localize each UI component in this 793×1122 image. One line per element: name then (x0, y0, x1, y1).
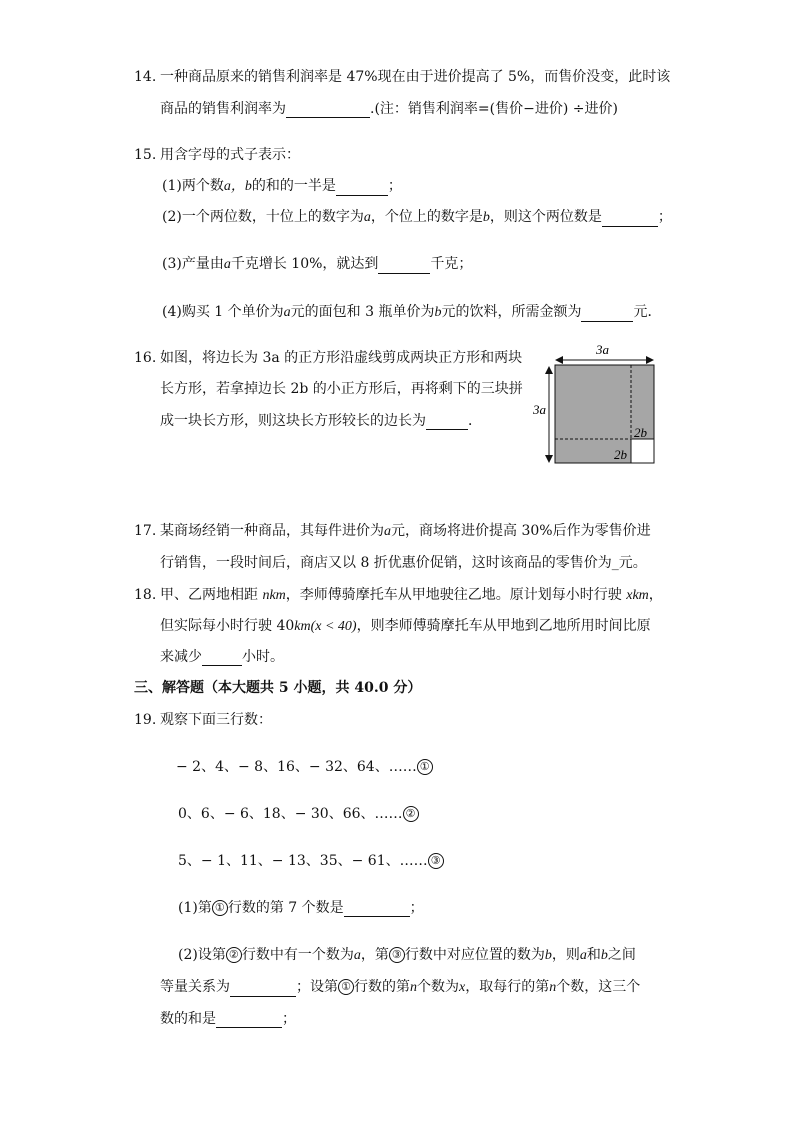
q14-number: 14. (134, 69, 157, 85)
variable: a (579, 948, 587, 963)
q18-line2 (160, 617, 651, 636)
q14-line2 (160, 100, 618, 118)
text: 来减少 (160, 649, 202, 665)
q16-line2: 长方形，若拿掉边长 2b 的小正方形后，再将剩下的三块拼 (160, 381, 523, 397)
variable: b (600, 948, 608, 963)
q17-number: 17. (134, 523, 157, 539)
text: ； (282, 1011, 296, 1027)
text: ，个位上的数字是 (370, 209, 483, 225)
text: 5、− 1、11、− 13、35、− 61、…… (178, 853, 428, 869)
q18-line3 (160, 648, 284, 666)
text: ，第 (360, 947, 389, 963)
text: 行数的第 7 个数是 (227, 900, 344, 916)
inner-label-right: 2b (634, 425, 647, 440)
text: (2)设第 (178, 947, 226, 963)
answer-blank[interactable] (602, 212, 658, 227)
row-marker: ③ (389, 947, 405, 963)
row-marker: ③ (428, 853, 444, 869)
text: 元，商场将进价提高 30%后作为零售价进 (391, 523, 651, 539)
variable: a (223, 257, 231, 272)
answer-blank[interactable] (336, 181, 388, 196)
variable: n (549, 980, 557, 995)
row-marker: ② (403, 806, 419, 822)
q16-line3 (160, 412, 482, 430)
text: 等量关系为 (160, 979, 230, 995)
text: 元． (633, 304, 662, 320)
variable: nkm (262, 588, 286, 603)
answer-blank[interactable] (216, 1013, 282, 1028)
square-cut-figure (530, 340, 670, 470)
answer-blank[interactable] (581, 307, 633, 322)
variable: a (353, 948, 361, 963)
text: 成一块长方形，则这块长方形较长的边长为 (160, 413, 426, 429)
text: 但实际每小时行驶 40 (160, 618, 295, 634)
text: 甲、乙两地相距 (160, 587, 258, 603)
q19-number: 19. (134, 712, 157, 728)
text: 行数中有一个数为 (241, 947, 354, 963)
q14-line1: 一种商品原来的销售利润率是 47%现在由于进价提高了 5%，而售价没变，此时该 (160, 69, 671, 85)
q19-part2-line3 (160, 1010, 296, 1028)
top-label: 3a (596, 342, 609, 357)
q14-text: .(注：销售利润率=(售价−进价) ÷进价) (370, 101, 618, 117)
sequence-row-3 (178, 852, 444, 870)
answer-blank[interactable] (344, 902, 410, 917)
text: 之间 (607, 947, 636, 963)
q19-part1 (178, 899, 424, 917)
section-heading: 三、解答题（本大题共 5 小题，共 40.0 分） (134, 680, 422, 696)
text: ，则 (551, 947, 580, 963)
variable: b (544, 948, 552, 963)
text: 个数为 (417, 979, 459, 995)
q17-line2: 行销售，一段时间后，商店又以 8 折优惠价促销，这时该商品的零售价为_元。 (160, 555, 647, 571)
text: ，取每行的第 (465, 979, 550, 995)
text: ； (387, 178, 402, 194)
answer-blank[interactable] (230, 982, 296, 997)
left-label: 3a (533, 402, 546, 417)
variable: xkm (626, 588, 649, 603)
variable: n (410, 980, 417, 995)
sequence-row-2 (178, 805, 419, 823)
text: (4)购买 1 个单价为 (162, 304, 284, 320)
inner-label-bottom: 2b (614, 447, 627, 462)
text: ，则这个两位数是 (489, 209, 602, 225)
text: ，则李师傅骑摩托车从甲地到乙地所用时间比原 (356, 618, 651, 634)
row-marker: ① (417, 759, 433, 775)
variable: a (384, 524, 391, 539)
q17-line1 (160, 522, 651, 541)
answer-blank[interactable] (426, 415, 468, 430)
text: ； (657, 209, 672, 225)
text: ， (648, 587, 663, 603)
row-marker: ② (226, 947, 242, 963)
text: 和 (586, 947, 601, 963)
answer-blank[interactable] (286, 103, 370, 118)
answer-blank[interactable] (378, 259, 430, 274)
text: 千克增长 10%，就达到 (230, 256, 379, 272)
answer-blank[interactable] (202, 651, 242, 666)
q14-text: 商品的销售利润率为 (160, 101, 286, 117)
variable: a (283, 305, 291, 320)
text: 千克； (430, 256, 473, 272)
text: ； (409, 900, 424, 916)
text: ；设第 (296, 979, 338, 995)
q16-number: 16. (134, 350, 157, 366)
sequence-row-1 (176, 758, 433, 776)
text: (2)一个两位数，十位上的数字为 (162, 209, 364, 225)
variable: b (482, 210, 490, 225)
text: ． (468, 413, 482, 429)
text: 小时。 (242, 649, 284, 665)
q18-line1 (160, 586, 663, 605)
text: 个数，这三个 (556, 979, 641, 995)
text: 行数的第 (354, 979, 410, 995)
variable: x (459, 980, 466, 995)
q19-part2-line2 (160, 978, 640, 997)
row-marker: ① (338, 979, 354, 995)
text: 数的和是 (160, 1011, 216, 1027)
text: (1)两个数 (162, 178, 224, 194)
text: 的和的一半是 (251, 178, 336, 194)
q15-part4 (162, 303, 661, 322)
q15-number: 15. (134, 147, 157, 163)
variable: km(x < 40) (294, 619, 357, 634)
text: − 2、4、− 8、16、− 32、64、…… (176, 759, 417, 775)
q15-part1 (162, 177, 402, 196)
text: (1)第 (178, 900, 212, 916)
text: 元的饮料，所需金额为 (441, 304, 582, 320)
q15-part3 (162, 255, 472, 274)
q16-line1: 如图，将边长为 3a 的正方形沿虚线剪成两块正方形和两块 (160, 350, 523, 366)
q18-number: 18. (134, 587, 157, 603)
variable: a (363, 210, 371, 225)
text: 元的面包和 3 瓶单价为 (290, 304, 435, 320)
text: 某商场经销一种商品，其每件进价为 (160, 523, 384, 539)
text: ，李师傅骑摩托车从甲地驶往乙地。原计划每小时行驶 (285, 587, 622, 603)
q19-intro: 观察下面三行数： (160, 712, 272, 728)
q19-part2-line1 (178, 946, 636, 965)
text: (3)产量由 (162, 256, 224, 272)
removed-small-square (631, 439, 654, 463)
variable: b (434, 305, 442, 320)
q15-part2 (162, 208, 672, 227)
variable: a，b (223, 179, 252, 194)
text: 0、6、− 6、18、− 30、66、…… (178, 806, 403, 822)
row-marker: ① (212, 900, 228, 916)
q15-intro: 用含字母的式子表示： (160, 147, 300, 163)
text: 行数中对应位置的数为 (404, 947, 545, 963)
